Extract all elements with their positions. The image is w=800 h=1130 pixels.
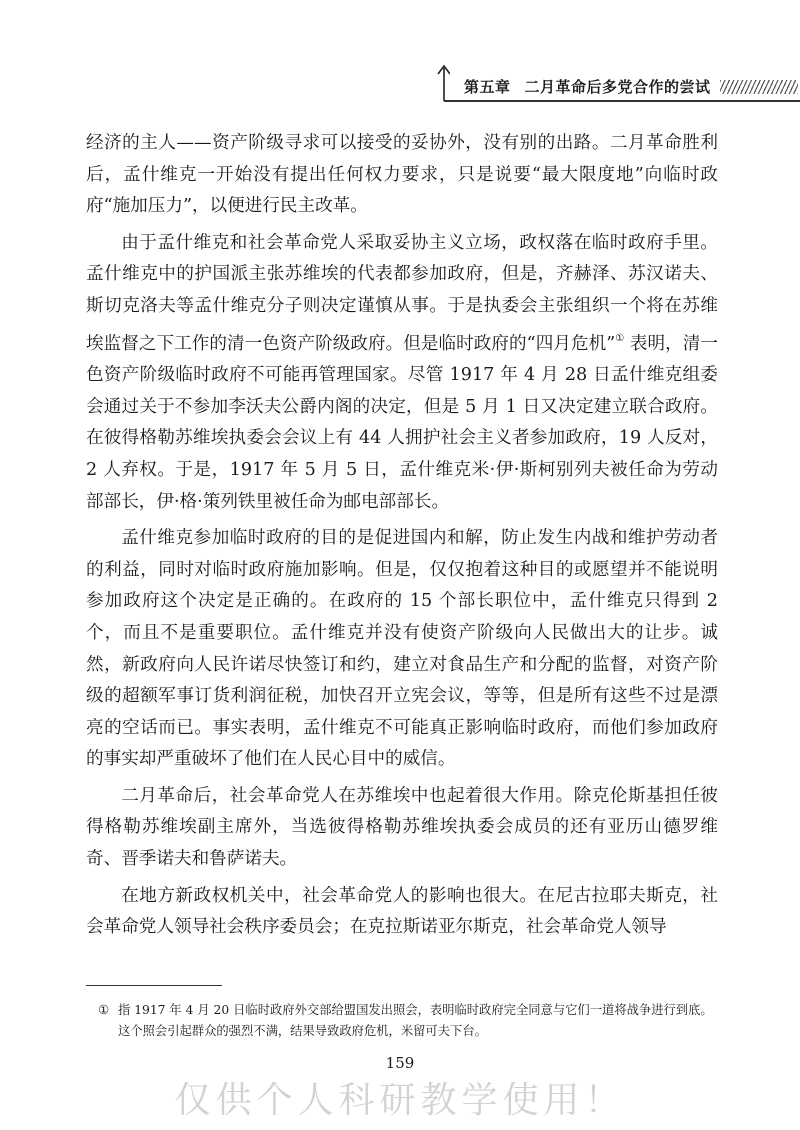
paragraph: 在地方新政权机关中，社会革命党人的影响也很大。在尼古拉耶夫斯克，社会革命党人领导社会秩序委员会；在克拉斯诺亚尔斯克，社会革命党人领导 xyxy=(86,885,718,938)
paragraph-part: 由于孟什维克和社会革命党人采取妥协主义立场，政权落在临时政府手里。孟什维克中的护国派主张苏维埃的代表都参加政府，但是，齐赫泽、苏汉诺夫、斯切克洛夫等孟什维克分子则决定谨慎从事。于是执委会主张组织一个将在苏维埃监督之下工作的清一色资产阶级政府。但是临时政府的“四月危机” xyxy=(86,232,718,354)
paragraph-part: 表明，清一色资产阶级临时政府不可能再管理国家。尽管 1917 年 4 月 28 日孟什维克组委会通过关于不参加李沃夫公爵内阁的决定，但是 5 月 1 日又决定建立联合政府。在彼得格勒苏维埃执委会会议上有 44 人拥护社会主义者参加政府，19 人反对，2 人弃权。于是，1917 年 5 月 5 日，孟什维克米·伊·斯柯别列夫被任命为劳动部部长，伊·格·策列铁里被任命为邮电部部长。 xyxy=(86,333,719,512)
page-number: 159 xyxy=(385,1054,415,1072)
footnote-rule xyxy=(86,985,222,986)
paragraph: 孟什维克参加临时政府的目的是促进国内和解，防止发生内战和维护劳动者的利益，同时对临时政府施加影响。但是，仅仅抱着这种目的或愿望并不能说明参加政府这个决定是正确的。在政府的 15 个部长职位中，孟什维克只得到 2 个，而且不是重要职位。孟什维克并没有使资产阶级向人民做出大的让步。诚然，新政府向人民许诺尽快签订和约，建立对食品生产和分配的监督，对资产阶级的超额军事订货利润征税，加快召开立宪会议，等等，但是所有这些不过是漂亮的空话而已。事实表明，孟什维克不可能真正影响临时政府，而他们参加政府的事实却严重破坏了他们在人民心目中的威信。 xyxy=(86,528,718,770)
paragraph xyxy=(86,228,718,518)
chapter-heading xyxy=(464,76,711,97)
running-header xyxy=(430,62,800,104)
footnote xyxy=(98,1000,718,1042)
chapter-title: 二月革命后多党合作的尝试 xyxy=(524,78,711,96)
up-arrow-icon xyxy=(430,62,450,102)
footnote-text: 指 1917 年 4 月 20 日临时政府外交部给盟国发出照会，表明临时政府完全同意与它们一道将战争进行到底。这个照会引起群众的强烈不满，结果导致政府危机，米留可夫下台。 xyxy=(118,1003,713,1038)
chapter-number: 第五章 xyxy=(464,78,511,96)
footnote-reference[interactable]: ① xyxy=(615,332,625,344)
paragraph: 经济的主人——资产阶级寻求可以接受的妥协外，没有别的出路。二月革命胜利后，孟什维克一开始没有提出任何权力要求，只是说要“最大限度地”向临时政府“施加压力”，以便进行民主改革。 xyxy=(86,133,718,217)
watermark: 仅供个人科研教学使用！ xyxy=(174,1080,626,1121)
paragraph: 二月革命后，社会革命党人在苏维埃中也起着很大作用。除克伦斯基担任彼得格勒苏维埃副主席外，当选彼得格勒苏维埃执委会成员的还有亚历山德罗维奇、晋季诺夫和鲁萨诺夫。 xyxy=(86,785,718,870)
header-rule xyxy=(444,100,800,102)
body-text xyxy=(86,128,718,949)
header-hatch-decoration xyxy=(720,80,798,94)
footnote-mark: ① xyxy=(98,1003,110,1017)
